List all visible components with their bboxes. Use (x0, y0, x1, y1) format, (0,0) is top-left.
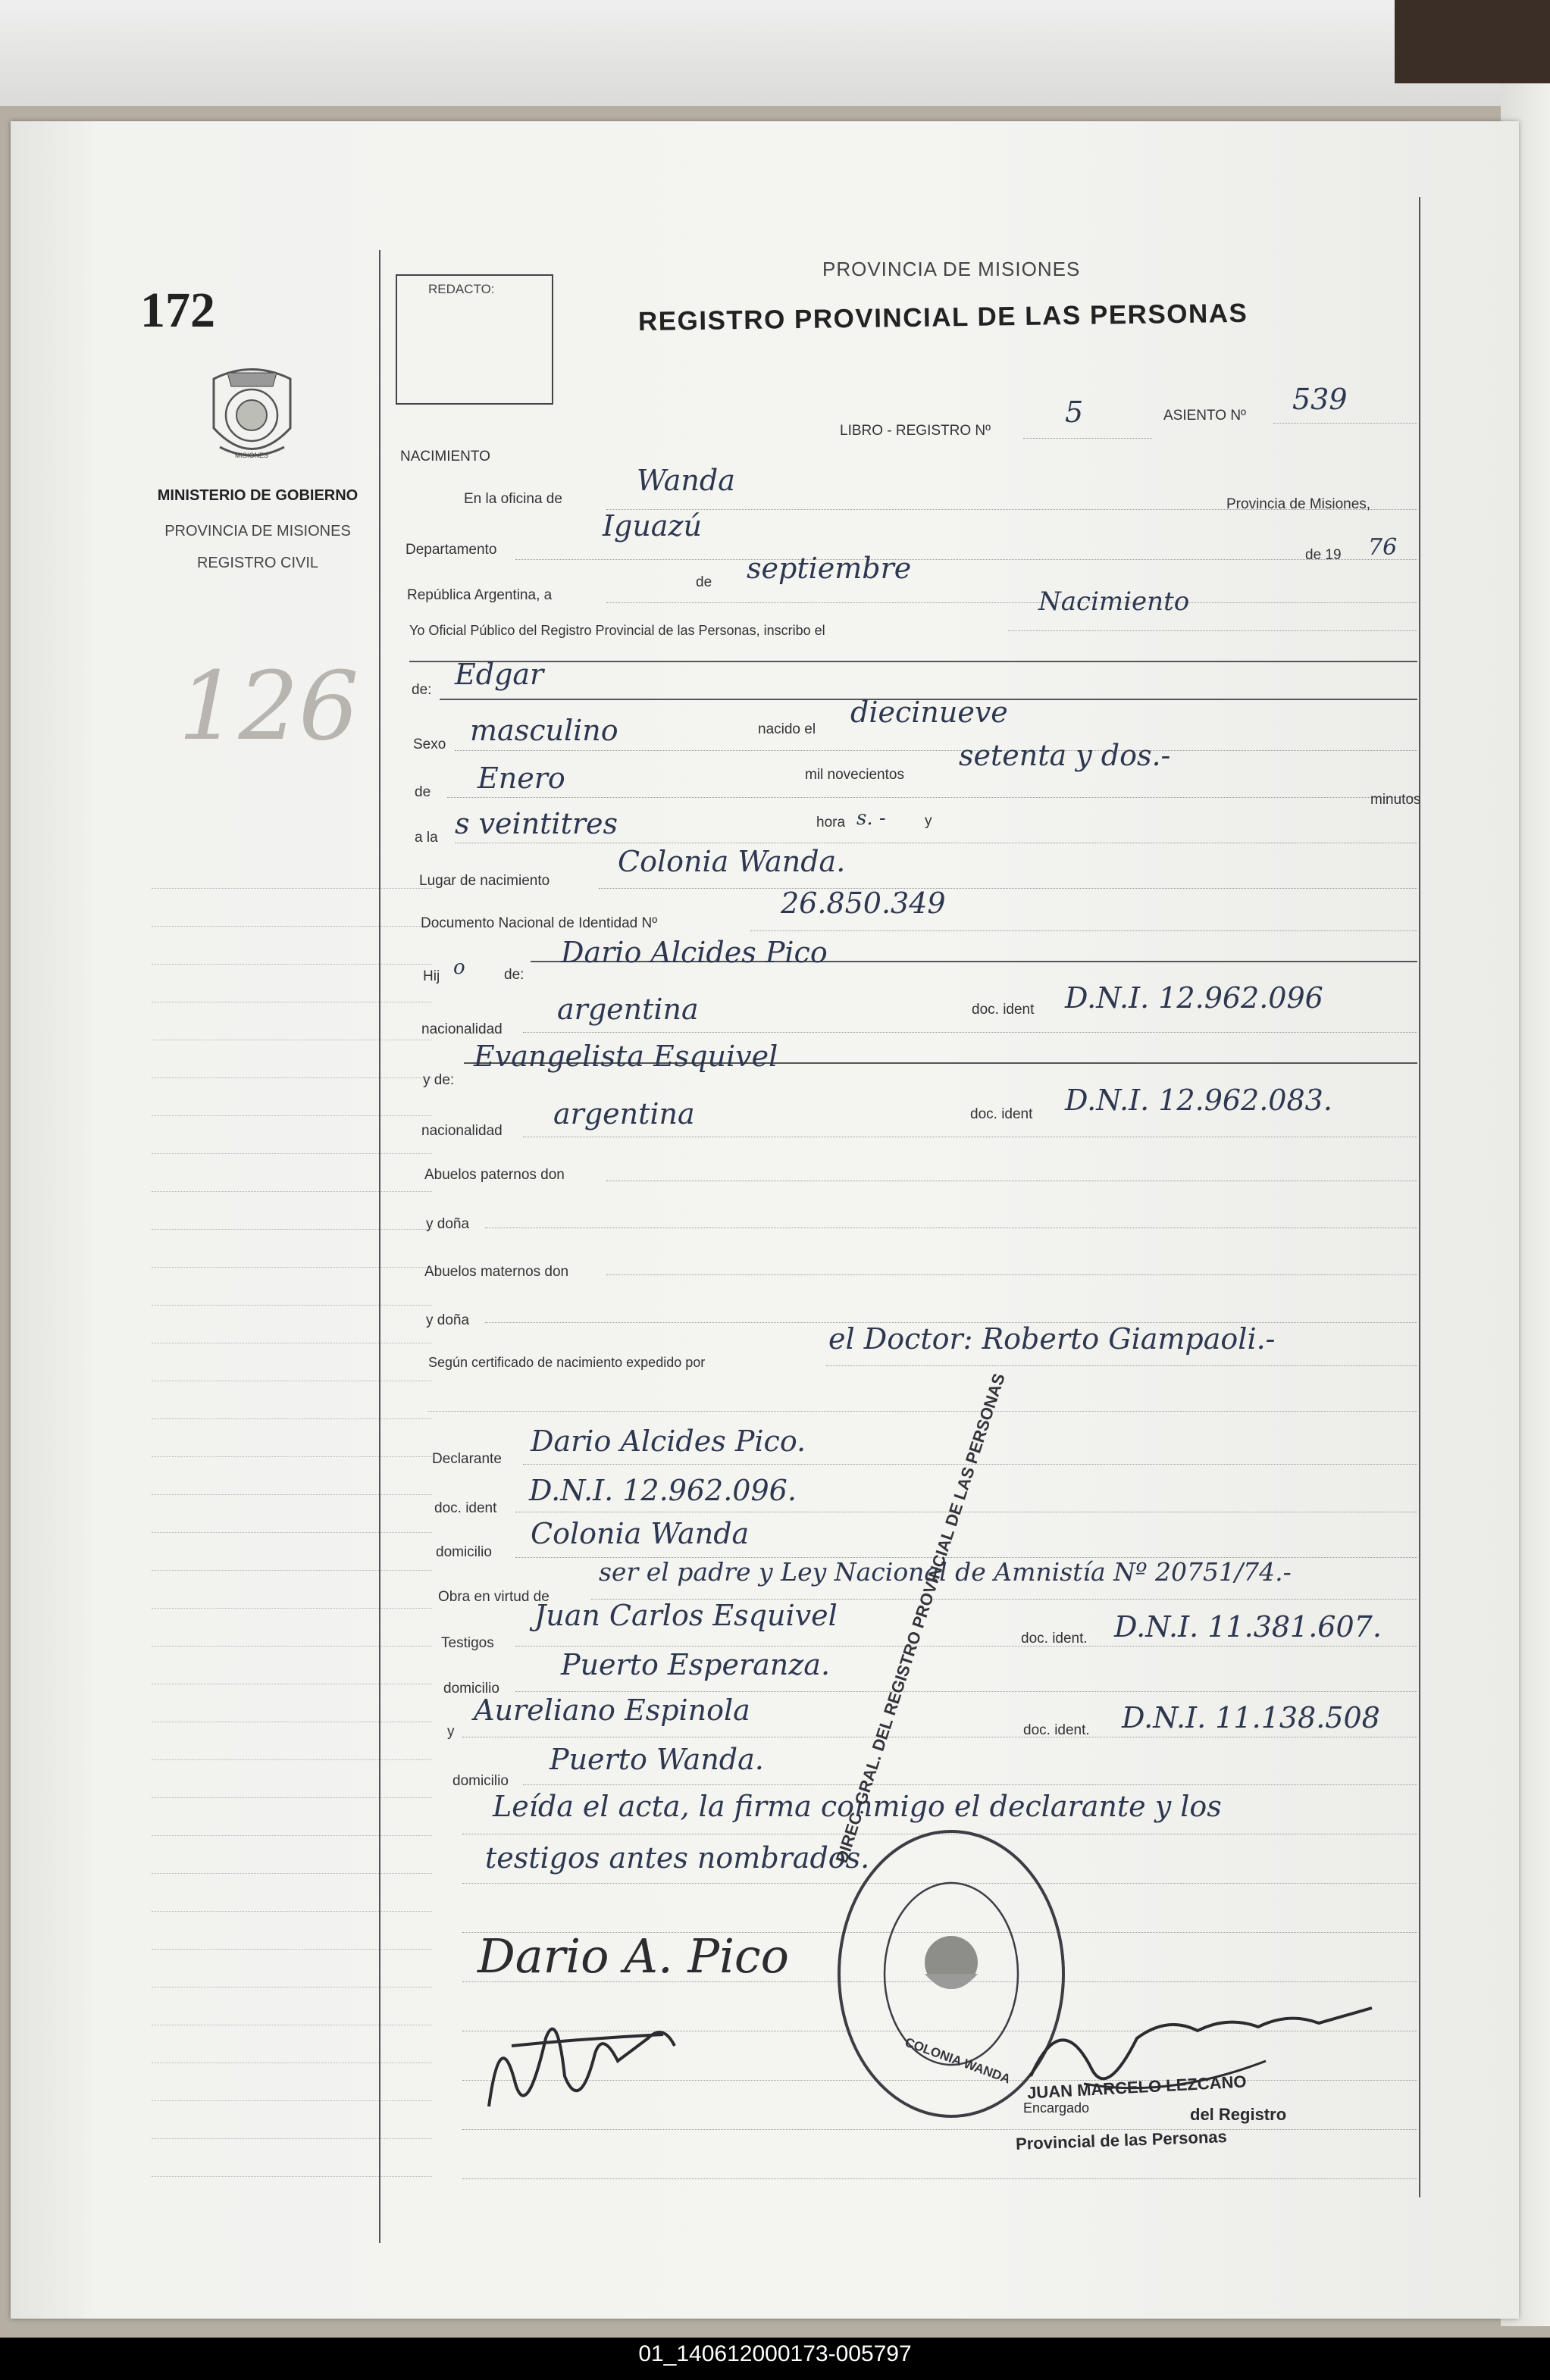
margin-line (152, 1797, 432, 1798)
margin-line (152, 1873, 432, 1874)
margin-line (152, 1949, 432, 1950)
republica-label: República Argentina, a (407, 587, 553, 603)
margin-line (152, 1229, 432, 1230)
field-line (1023, 438, 1152, 439)
abuelos-paternos-label: Abuelos paternos don (424, 1167, 565, 1183)
declarante-domicilio: Colonia Wanda (531, 1517, 750, 1550)
registro-civil-label: REGISTRO CIVIL (196, 555, 319, 571)
field-line (750, 930, 1417, 931)
witness-signature (474, 1993, 694, 2122)
oficina-label: En la oficina de (464, 491, 562, 507)
de-label: de (696, 574, 712, 590)
margin-line (152, 1115, 432, 1116)
hijo-suffix: o (453, 956, 465, 979)
svg-text:MISIONES: MISIONES (234, 452, 269, 459)
field-line (1273, 423, 1417, 424)
asiento-value: 539 (1292, 383, 1348, 416)
margin-line (152, 1570, 432, 1571)
pencil-annotation: 126 (178, 652, 359, 762)
hora-mid: s. - (856, 807, 886, 830)
y-label: y (925, 813, 932, 829)
margin-line (152, 2100, 432, 2101)
field-line (606, 1274, 1417, 1275)
obra-label: Obra en virtud de (438, 1589, 550, 1605)
testigo2-domicilio: Puerto Wanda. (550, 1743, 764, 1776)
testigo1-domicilio: Puerto Esperanza. (561, 1648, 831, 1681)
margin-line (152, 1532, 432, 1533)
hora-prefix-label: a la (415, 830, 438, 846)
lugar-value: Colonia Wanda. (618, 845, 846, 878)
testigo1-value: Juan Carlos Esquivel (534, 1599, 838, 1632)
margin-line (152, 1646, 432, 1647)
margin-line (152, 964, 432, 965)
section-label: NACIMIENTO (400, 449, 490, 464)
registry-title: REGISTRO PROVINCIAL DE LAS PERSONAS (637, 298, 1248, 336)
doc-ident2-label-2: doc. ident. (1023, 1722, 1090, 1738)
margin-line (152, 1835, 432, 1836)
field-line (515, 1646, 1417, 1647)
y-label-2: y (447, 1724, 455, 1740)
field-line (428, 1411, 1417, 1412)
doc-ident-label-2: doc. ident (970, 1106, 1033, 1122)
margin-line (152, 926, 432, 927)
hora-label: hora (816, 815, 846, 830)
lugar-label: Lugar de nacimiento (419, 873, 550, 889)
nacionalidad-label: nacionalidad (421, 1021, 503, 1037)
official-line2: del Registro (1190, 2105, 1287, 2124)
doc-ident-label: doc. ident (972, 1002, 1035, 1018)
margin-line (152, 2138, 432, 2139)
doc-ident-label-3: doc. ident (434, 1500, 497, 1516)
field-line (599, 888, 1417, 889)
nacionalidad-label-2: nacionalidad (421, 1123, 503, 1139)
background-top (0, 0, 1550, 114)
padre-nacionalidad: argentina (557, 993, 699, 1026)
testigo1-doc: D.N.I. 11.381.607. (1114, 1610, 1382, 1643)
libro-label: LIBRO - REGISTRO Nº (840, 423, 991, 439)
doc-ident2-label: doc. ident. (1021, 1631, 1088, 1647)
nac-mes-value: Enero (478, 762, 565, 795)
form-right-rule (1419, 197, 1420, 2197)
dni-value: 26.850.349 (781, 887, 946, 920)
certificado-value: el Doctor: Roberto Giampaoli.- (828, 1322, 1276, 1356)
hora-value: s veintitres (455, 807, 618, 840)
madre-nacionalidad: argentina (553, 1097, 695, 1131)
minutos-label: minutos (1370, 792, 1421, 808)
ministry-label: MINISTERIO DE GOBIERNO (157, 487, 359, 504)
sexo-label: Sexo (413, 737, 446, 752)
folio-number: 172 (140, 283, 215, 338)
margin-line (152, 1418, 432, 1419)
margin-line (152, 1305, 432, 1306)
y-dona-label: y doña (426, 1216, 470, 1232)
oficial-value: Nacimiento (1038, 586, 1190, 617)
margin-line (152, 1077, 432, 1078)
hijo-de-label: de: (504, 967, 524, 983)
field-line (523, 1784, 1417, 1785)
margin-line (152, 1191, 432, 1192)
testigo2-value: Aureliano Espinola (474, 1694, 750, 1727)
declarante-value: Dario Alcides Pico. (531, 1425, 806, 1458)
departamento-value: Iguazú (603, 509, 702, 543)
form-left-rule (379, 250, 380, 2243)
field-line (447, 797, 1417, 798)
margin-line (152, 1987, 432, 1988)
field-line (515, 559, 1417, 560)
coat-of-arms-seal (205, 356, 299, 474)
de-mes-label: de (415, 784, 431, 800)
book-cover-corner (1395, 0, 1550, 83)
file-caption: 01_140612000173-005797 (638, 2341, 912, 2366)
padre-doc: D.N.I. 12.962.096 (1065, 981, 1323, 1015)
field-line (455, 750, 1417, 751)
declarante-signature: Dario A. Pico (478, 1928, 789, 1984)
oficina-value: Wanda (637, 464, 735, 497)
padre-value: Dario Alcides Pico (561, 936, 828, 969)
sexo-value: masculino (470, 714, 618, 747)
madre-doc: D.N.I. 12.962.083. (1065, 1084, 1332, 1117)
field-line (523, 1032, 1417, 1033)
field-line (606, 602, 1417, 603)
asiento-label: ASIENTO Nº (1163, 408, 1246, 424)
mil-label: mil novecientos (805, 767, 904, 783)
mil-value: setenta y dos.- (959, 739, 1171, 772)
closing-line-2: testigos antes nombrados. (485, 1841, 870, 1875)
year-value: 76 (1368, 534, 1398, 561)
field-line (462, 2129, 1417, 2130)
margin-line (152, 1759, 432, 1760)
y-dona-label-2: y doña (426, 1312, 470, 1328)
domicilio-label-2: domicilio (443, 1681, 499, 1697)
redacto-label: REDACTO: (428, 282, 495, 296)
testigo2-doc: D.N.I. 11.138.508 (1122, 1701, 1380, 1734)
testigos-label: Testigos (441, 1635, 494, 1651)
section-rule (409, 661, 1417, 662)
province-label-left: PROVINCIA DE MISIONES (164, 523, 351, 539)
oficial-label: Yo Oficial Público del Registro Provincial de las Personas, inscribo el (409, 623, 825, 638)
field-line (462, 2178, 1417, 2179)
departamento-label: Departamento (406, 542, 497, 558)
de-year-label: de 19 (1305, 547, 1342, 563)
domicilio-label-3: domicilio (452, 1773, 509, 1789)
official-line3: Provincial de las Personas (1015, 2127, 1228, 2153)
margin-line (152, 1494, 432, 1495)
declarante-label: Declarante (432, 1451, 502, 1467)
official-prefix: Encargado (1023, 2100, 1090, 2116)
dni-label: Documento Nacional de Identidad Nº (421, 915, 658, 931)
nombre-label: de: (412, 682, 432, 698)
mes-value: septiembre (747, 552, 912, 585)
margin-line (152, 1456, 432, 1457)
domicilio-label: domicilio (436, 1544, 492, 1560)
field-line (826, 1365, 1417, 1366)
y-de-label: y de: (423, 1072, 455, 1088)
closing-line-1: Leída el acta, la firma conmigo el declarante y los (493, 1790, 1222, 1823)
abuelos-maternos-label: Abuelos maternos don (424, 1264, 569, 1280)
nombre-value: Edgar (455, 658, 544, 691)
field-line (1008, 630, 1417, 631)
official-name: JUAN MARCELO LEZCANO (1026, 2072, 1248, 2103)
field-line (515, 1691, 1417, 1692)
margin-line (152, 2176, 432, 2177)
libro-value: 5 (1065, 396, 1084, 429)
hijo-label: Hij (423, 968, 440, 984)
madre-value: Evangelista Esquivel (474, 1040, 778, 1073)
provincia-misiones-label: Provincia de Misiones, (1226, 496, 1371, 512)
obra-value: ser el padre y Ley Nacional de Amnistía Nº 20751/74.- (599, 1557, 1292, 1587)
margin-line (152, 1608, 432, 1609)
certificado-label: Según certificado de nacimiento expedido por (428, 1355, 706, 1370)
margin-line (152, 1911, 432, 1912)
nacido-label: nacido el (758, 721, 816, 737)
round-stamp-inner-text: COLONIA WANDA (903, 2034, 1013, 2087)
province-title: PROVINCIA DE MISIONES (822, 258, 1081, 280)
margin-line (152, 888, 432, 889)
margin-line (152, 1153, 432, 1154)
declarante-doc: D.N.I. 12.962.096. (529, 1474, 797, 1507)
nacido-value: diecinueve (850, 696, 1008, 729)
margin-line (152, 1267, 432, 1268)
